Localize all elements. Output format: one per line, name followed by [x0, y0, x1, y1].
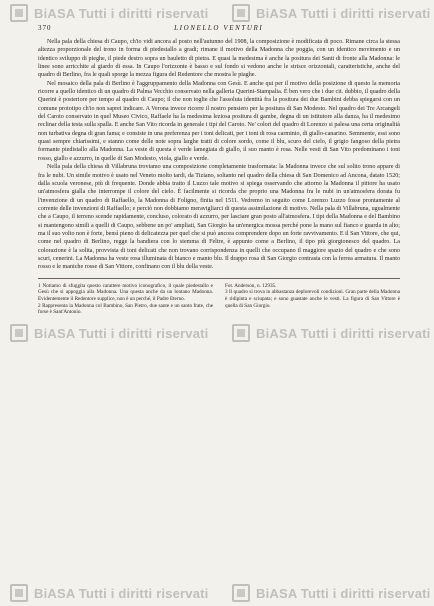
biasa-logo-icon [10, 4, 28, 22]
footnote: Fot. Anderson, n. 12935. [225, 282, 277, 289]
body-text [38, 38, 400, 272]
biasa-logo-icon [10, 584, 28, 602]
footnotes-right-column [225, 283, 400, 317]
watermark-bottom-right: BiASA Tutti i diritti riservati [232, 584, 431, 602]
watermark-middle-left: BiASA Tutti i diritti riservati [10, 324, 209, 342]
watermark-top-right: BiASA Tutti i diritti riservati [232, 4, 431, 22]
watermark-top-left: BiASA Tutti i diritti riservati [10, 4, 209, 22]
body-paragraph: Nel mosaico della pala di Berlino è l'aggruppamento della Madonna con Gesù. E anche qui per il motivo della posizione di questo la memoria ricorre a quello identico di un quadro di Palma Vecchio conservato nella galleria Querini-Stampalia. È ben vero che i due cit. dubbio, il quadro della Querini è posteriore per tempo al quadro di Caupo; il che non toglie che l'assoluta identità fra la positura dei due Bambini debba spiegarsi con un comune prototipo ch'io non saprei indicare. A Verona invece ricorre il nostro pensiero per la positura di San Modesto. Nel quadro dei Tre Arcangeli del Caroto conservato in quel Museo Civico, Raffaele ha la medesima leziosa positura di gambe, degna di un istitutore alla danza, ha il medesimo reclinar della testa sulla spalla. E anche San Vito ricorda in generale i tipi del Caroto. Ne' colori del quadro di Lorenzo si palesa una certa originalità non turbativa degna di gran fama; e consiste in una preferenza per i toni delicati, per i toni di rosa carminio, di giallo-canarino. Semmente, essi sono quasi sempre chiarissimi, e stanno come delle note sopra larghe tratti di colore sordo, come il blu, scuro del cielo, il grigio fangoso della pietra formante piedistallo alla Madonna. La veste di questa è verde lamegiata di giallo, il suo manto è rosa. Nelle vesti di San Vito predominano i toni rosso, giallo e azzurro, in quelle di San Modesto, viola, giallo e verde. [38, 80, 400, 162]
body-paragraph: Nella pala della chiesa di Caupo, ch'io vidi ancora al posto nell'autunno del 1908, la composizione è modificata di poco. Rimane circa la stessa altezza proporzionale del trono in forma di piedestallo a gradi; rimane il motivo della Madonna che poggia, con un identico movimento e un identico sviluppo di pieghe, il piede destro sopra un bauletto di pietra. E quasi la medesima è anche la positura dei Santi di fronte alla Madonna: le linee sono arricchite al giardo di essa. In Caupo l'orizzonte è basso e sul fondo si vedono anche le strisce orizzontali, caratteristiche, anche del quadro di Berlino, fra le quali sporge la mezza figura del Redentore che mostra le piaghe. [38, 39, 400, 79]
biasa-logo-icon [10, 324, 28, 342]
footnote: 3 Il quadro si trova in abbastanza deplorevoli condizioni. Gran parte della Madonna è ridipinta e sciupata; e sono guastate anche le vesti. La figura di San Vittore è quella di San Giorgio. [225, 289, 400, 309]
document-page [38, 24, 400, 584]
page-number: 370 [38, 24, 52, 32]
running-header [38, 24, 400, 32]
running-title: LIONELLO VENTURI [174, 24, 264, 32]
watermark-bottom-left: BiASA Tutti i diritti riservati [10, 584, 209, 602]
watermark-middle-right: BiASA Tutti i diritti riservati [232, 324, 431, 342]
footnotes-left-column [38, 283, 213, 317]
footnotes [38, 278, 400, 317]
footnote: 2 Rappresenta la Madonna col Bambino, San Pietro, due sante e un santo frate, che forse è Sant'Antonio. [38, 302, 213, 316]
body-paragraph: Nella pala della chiesa di Villabruna troviamo una composizione completamente trasformata: la Madonna invece che sul solito trono appare di fra le nubi. Un simile motivo è usato nel Veneto molto tardi, da Tiziano, soltanto nel quadro della chiesa di San Domenico ad Ancona, datato 1520; dalla scuola veronese, più di frequente. Donde abbia tratto il Luzzo tale motivo si spiega osservando che attorno la Madonna il pittore ha usato un'atmosfera gialla che interrompe il colore del cielo. È facilmente si ricorda che proprio una Madonna fra le nubi in un'atmosfera dorata fu l'invenzione di un quadro di Raffaello, la Madonna di Foligno, finita nel 1511. Vedremo in seguito come Lorenzo Luzzo fosse prontamente al corrente delle invenzioni di Raffaello; e perciò non dobbiamo meravigliarci di questa assimilazione di motivo. Nella pala di Villabruna, ugualmente che a Caupo, il terreno scende rapidamente, concluso, colorato di azzurro, per lasciare gran posto all'atmosfera. I tipi della Madonna e del Bambino si mantengono simili a quelli di Caupo, sebbene un po' ampliati, San Giorgio ha un'energica mossa perché pone la mano sul fianco e guarda in alto; ma il suo volto non è forte, bensì pieno di delicatezza per quel che si può ancora comprendere dopo un forte ravvivamento. E il San Vittore, che qui, come nel quadro di Berlino, regge la bandiera con lo stemma di Feltre, è appunto come a Berlino, il tipo più giorgionesco del quadro. La colorazione è la solita, provvista di toni delicati che non trovano corrispondenza in quelli che occupano il maggiore spazio del quadro e che sono scuri, cenerini. La Madonna ha veste rosa illuminata di bianco e manto blu. Il drappo rosa di San Giorgio contrasta con la ferrea armatura. Il manto rosso e le maniche rosse di San Vittore, confinano con il blu della veste. [38, 164, 400, 271]
footnote: 1 Notiamo di sfuggita questo carattere motivo iconografico, il quale piedestallo e Gesù che si appoggia alla Madonna. Una questa anche da un lontano Madonna. Evidentemente il Redentore supplice, non è un perché, il Padre Eterno. [38, 282, 213, 303]
biasa-logo-icon [232, 4, 250, 22]
biasa-logo-icon [232, 584, 250, 602]
